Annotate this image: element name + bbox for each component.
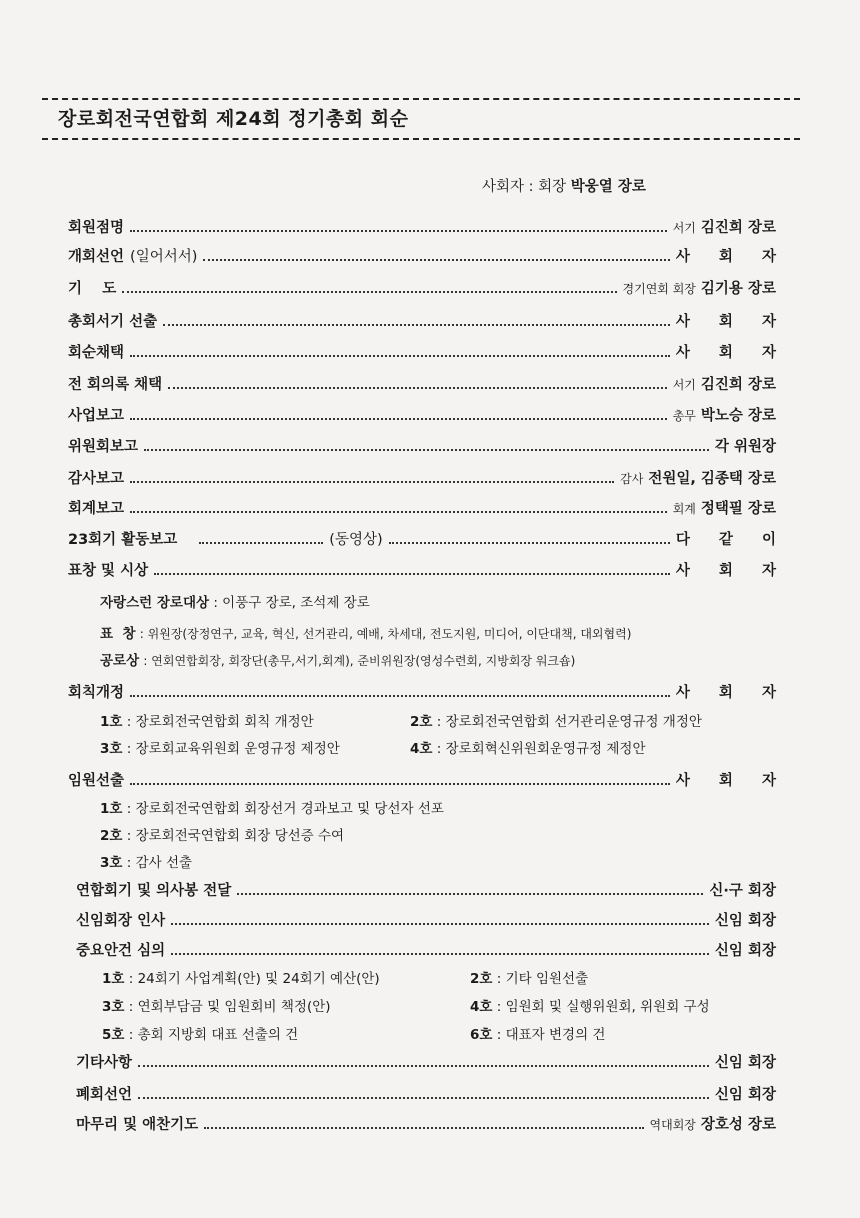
agenda-responsible [623,277,776,298]
agenda-row [76,1083,776,1105]
agenda-sub-number: 4호 [470,999,493,1015]
agenda-role: 서기 [672,221,696,235]
agenda-person: 신임 회장 [714,943,776,959]
leader-dots [130,417,667,420]
title-bottom-rule [42,138,800,140]
election-text: : 장로회전국연합회 회장선거 경과보고 및 당선자 선포 [126,801,444,817]
agenda-sub-item [470,967,588,987]
agenda-row [68,435,776,457]
election-text: : 감사 선출 [126,855,193,871]
agenda-label: 임원선출 [68,773,125,789]
agenda-person: 김진희 장로 [700,220,776,236]
agenda-row [68,216,776,238]
bylaw-text: : 장로회전국연합회 선거관리운영규정 개정안 [436,714,702,730]
agenda-row [68,310,788,332]
agenda-person: 각 위원장 [714,439,776,455]
bylaw-item [410,710,702,730]
agenda-responsible [673,497,776,518]
award-text: : 이풍구 장로, 조석제 장로 [213,595,370,611]
agenda-sub-text: : 24회기 사업계획(안) 및 24회기 예산(안) [128,971,380,987]
agenda-label: 회순채택 [68,345,125,361]
agenda-sub-item [470,995,710,1015]
agenda-sub-item [102,995,331,1015]
agenda-label: 개회선언 [68,249,125,265]
agenda-row [76,879,776,901]
agenda-label: 기타사항 [76,1055,133,1071]
agenda-label: 마무리 및 애찬기도 [76,1117,199,1133]
leader-dots [130,694,670,697]
bylaw-text: : 장로회전국연합회 회칙 개정안 [126,714,314,730]
agenda-person: 다 같 이 [675,532,788,548]
leader-dots [138,1064,709,1067]
agenda-label: 총회서기 선출 [68,314,158,330]
leader-dots [171,922,709,925]
award-label: 자랑스런 장로대상 [100,595,210,611]
agenda-sub-text: : 대표자 변경의 건 [496,1027,606,1043]
agenda-sub-item [102,967,380,987]
bylaw-number: 1호 [100,714,123,730]
agenda-sub-text: : 연회부담금 및 임원회비 책정(안) [128,999,331,1015]
agenda-person: 신임 회장 [714,1087,776,1103]
agenda-label: 위원회보고 [68,439,139,455]
agenda-person: 정택필 장로 [700,501,776,517]
agenda-person: 박노승 장로 [700,408,776,424]
agenda-row [68,467,776,489]
agenda-label: 회계보고 [68,501,125,517]
leader-dots [163,323,670,326]
leader-dots [168,386,667,389]
leader-dots [122,290,616,293]
agenda-label: 감사보고 [68,471,125,487]
agenda-row [76,1051,776,1073]
election-item [100,797,444,817]
agenda-sub-item [102,1023,298,1043]
agenda-role: 회계 [672,502,696,516]
agenda-person: 김진희 장로 [700,377,776,393]
election-number: 2호 [100,828,123,844]
election-number: 1호 [100,801,123,817]
agenda-person: 사 회 자 [675,314,788,330]
agenda-responsible [673,404,776,425]
election-number: 3호 [100,855,123,871]
agenda-person: 사 회 자 [675,685,788,701]
agenda-sub-number: 2호 [470,971,493,987]
agenda-role: 감사 [620,472,644,486]
presider-name: 박웅열 장로 [570,179,646,195]
agenda-person: 전원일, 김종택 장로 [648,471,776,487]
bylaw-number: 2호 [410,714,433,730]
award-label: 표 창 [100,626,136,642]
leader-dots [237,892,703,895]
agenda-sub-number: 3호 [102,999,125,1015]
bylaw-item [410,737,645,757]
agenda-label: 기 도 [68,281,117,297]
title-top-rule [42,98,800,100]
agenda-person: 사 회 자 [675,249,788,265]
award-item [100,649,575,669]
bylaw-text: : 장로회교육위원회 운영규정 제정안 [126,741,340,757]
agenda-label: 23회기 활동보고 [68,532,178,548]
election-item [100,824,344,844]
agenda-row [68,497,776,519]
bylaw-item [100,737,340,757]
bylaw-number: 4호 [410,741,433,757]
agenda-responsible [650,1113,776,1134]
agenda-row [68,404,776,426]
agenda-note: (동영상) [329,532,383,548]
agenda-role: 서기 [672,378,696,392]
agenda-row [68,277,776,299]
agenda-sub-number: 6호 [470,1027,493,1043]
leader-dots [130,354,670,357]
award-label: 공로상 [100,653,140,669]
agenda-sub-number: 5호 [102,1027,125,1043]
agenda-person: 사 회 자 [675,345,788,361]
agenda-row [68,769,788,791]
agenda-person: 신임 회장 [714,913,776,929]
agenda-row [68,528,788,550]
agenda-sub-text: : 총회 지방회 대표 선출의 건 [128,1027,299,1043]
agenda-note: (일어서서) [130,249,198,265]
election-text: : 장로회전국연합회 회장 당선증 수여 [126,828,345,844]
leader-dots [171,952,709,955]
agenda-row [76,909,776,931]
agenda-person: 신임 회장 [714,1055,776,1071]
leader-dots [199,541,323,544]
agenda-responsible [673,373,776,394]
agenda-row [68,559,788,581]
agenda-role: 경기연회 회장 [622,282,696,296]
bylaw-item [100,710,314,730]
agenda-label: 중요안건 심의 [76,943,166,959]
agenda-sub-number: 1호 [102,971,125,987]
page-title: 장로회전국연합회 제24회 정기총회 회순 [58,108,409,130]
leader-dots [154,572,670,575]
agenda-label: 회원점명 [68,220,125,236]
agenda-row [68,245,788,267]
agenda-responsible [620,467,776,488]
leader-dots [389,541,670,544]
agenda-label: 회칙개정 [68,685,125,701]
agenda-row [68,373,776,395]
agenda-person: 사 회 자 [675,773,788,789]
leader-dots [130,782,670,785]
presider-line [482,175,646,196]
agenda-label: 표창 및 시상 [68,563,149,579]
agenda-row [76,1113,776,1135]
agenda-sub-text: : 기타 임원선출 [496,971,589,987]
agenda-row [76,939,776,961]
leader-dots [130,229,667,232]
agenda-row [68,681,788,703]
leader-dots [144,448,709,451]
leader-dots [130,510,667,513]
bylaw-text: : 장로회혁신위원회운영규정 제정안 [436,741,646,757]
agenda-person: 김기용 장로 [700,281,776,297]
presider-prefix: 사회자 : 회장 [482,179,567,195]
agenda-label: 전 회의록 채택 [68,377,163,393]
award-item [100,591,370,611]
agenda-sub-text: : 임원회 및 실행위원회, 위원회 구성 [496,999,710,1015]
agenda-person: 사 회 자 [675,563,788,579]
agenda-person: 신·구 회장 [709,883,776,899]
award-item [100,622,631,642]
agenda-person: 장호성 장로 [700,1117,776,1133]
agenda-responsible [673,216,776,237]
election-item [100,851,192,871]
leader-dots [130,480,614,483]
award-text: : 연회연합회장, 회장단(총무,서기,회계), 준비위원장(영성수련회, 지방회장 워크숍) [143,654,576,668]
agenda-label: 연합회기 및 의사봉 전달 [76,883,232,899]
agenda-role: 역대회장 [649,1118,696,1132]
leader-dots [203,258,670,261]
agenda-label: 폐회선언 [76,1087,133,1103]
agenda-row [68,341,788,363]
leader-dots [138,1096,709,1099]
leader-dots [204,1126,643,1129]
agenda-role: 총무 [672,409,696,423]
award-text: : 위원장(장정연구, 교육, 혁신, 선거관리, 예배, 차세대, 전도지원, 미디어, 이단대책, 대외협력) [139,627,632,641]
agenda-label: 사업보고 [68,408,125,424]
agenda-label: 신임회장 인사 [76,913,166,929]
agenda-sub-item [470,1023,605,1043]
bylaw-number: 3호 [100,741,123,757]
